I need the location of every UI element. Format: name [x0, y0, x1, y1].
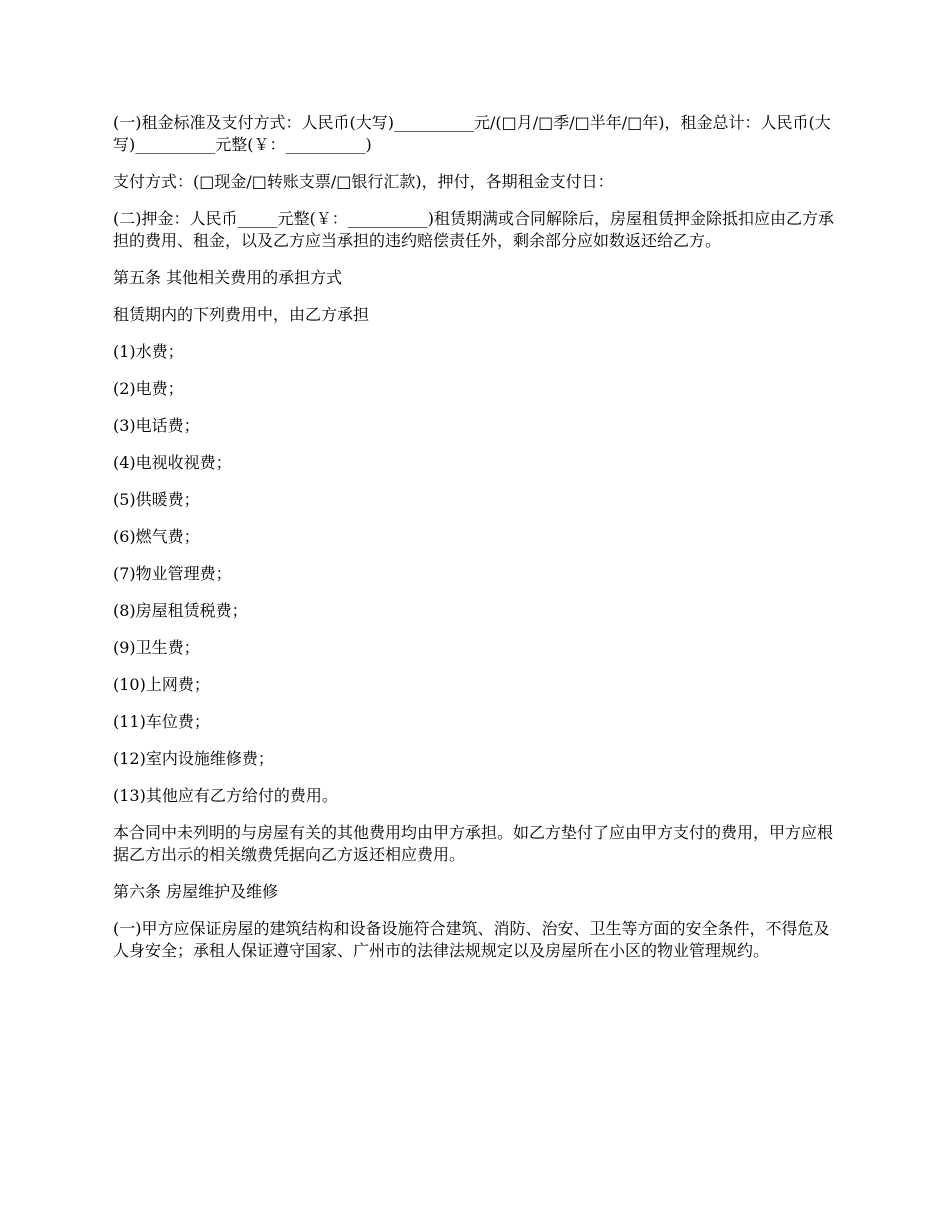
fee-item-heating: (5)供暖费； — [113, 490, 200, 509]
fee-item-electricity: (2)电费； — [113, 379, 184, 398]
fee-item-water: (1)水费； — [113, 342, 184, 361]
fee-item-sanitation: (9)卫生费； — [113, 638, 200, 657]
document-page — [113, 112, 840, 977]
fee-item-maintenance: (12)室内设施维修费； — [113, 749, 274, 768]
safety-obligation-paragraph: (一)甲方应保证房屋的建筑结构和设备设施符合建筑、消防、治安、卫生等方面的安全条件，不得危及人身安全；承租人保证遵守国家、广州市的法律法规规定以及房屋所在小区的物业管理规约。 — [113, 919, 830, 960]
landlord-fees-paragraph: 本合同中未列明的与房屋有关的其他费用均由甲方承担。如乙方垫付了应由甲方支付的费用，甲方应根据乙方出示的相关缴费凭据向乙方返还相应费用。 — [113, 823, 834, 864]
fee-item-parking: (11)车位费； — [113, 712, 210, 731]
article-five-heading: 第五条 其他相关费用的承担方式 — [113, 268, 343, 287]
fee-item-property-management: (7)物业管理费； — [113, 564, 232, 583]
fee-item-telephone: (3)电话费； — [113, 416, 200, 435]
payment-method-paragraph: 支付方式：(□现金/□转账支票/□银行汇款)，押付，各期租金支付日： — [113, 172, 614, 191]
fee-item-tv: (4)电视收视费； — [113, 453, 232, 472]
tenant-fees-intro: 租赁期内的下列费用中，由乙方承担 — [113, 305, 370, 324]
fee-item-rental-tax: (8)房屋租赁税费； — [113, 601, 248, 620]
fee-item-internet: (10)上网费； — [113, 675, 210, 694]
fee-item-gas: (6)燃气费； — [113, 527, 200, 546]
article-six-heading: 第六条 房屋维护及维修 — [113, 882, 279, 901]
rent-standard-paragraph: (一)租金标准及支付方式：人民币(大写)__________元/(□月/□季/□半年/□年)，租金总计：人民币(大写)__________元整(￥：__________) — [113, 113, 831, 154]
fee-item-other: (13)其他应有乙方给付的费用。 — [113, 786, 338, 805]
deposit-paragraph: (二)押金：人民币_____元整(￥：__________)租赁期满或合同解除后，房屋租赁押金除抵扣应由乙方承担的费用、租金，以及乙方应当承担的违约赔偿责任外，剩余部分应如数返还给乙方。 — [113, 209, 834, 250]
